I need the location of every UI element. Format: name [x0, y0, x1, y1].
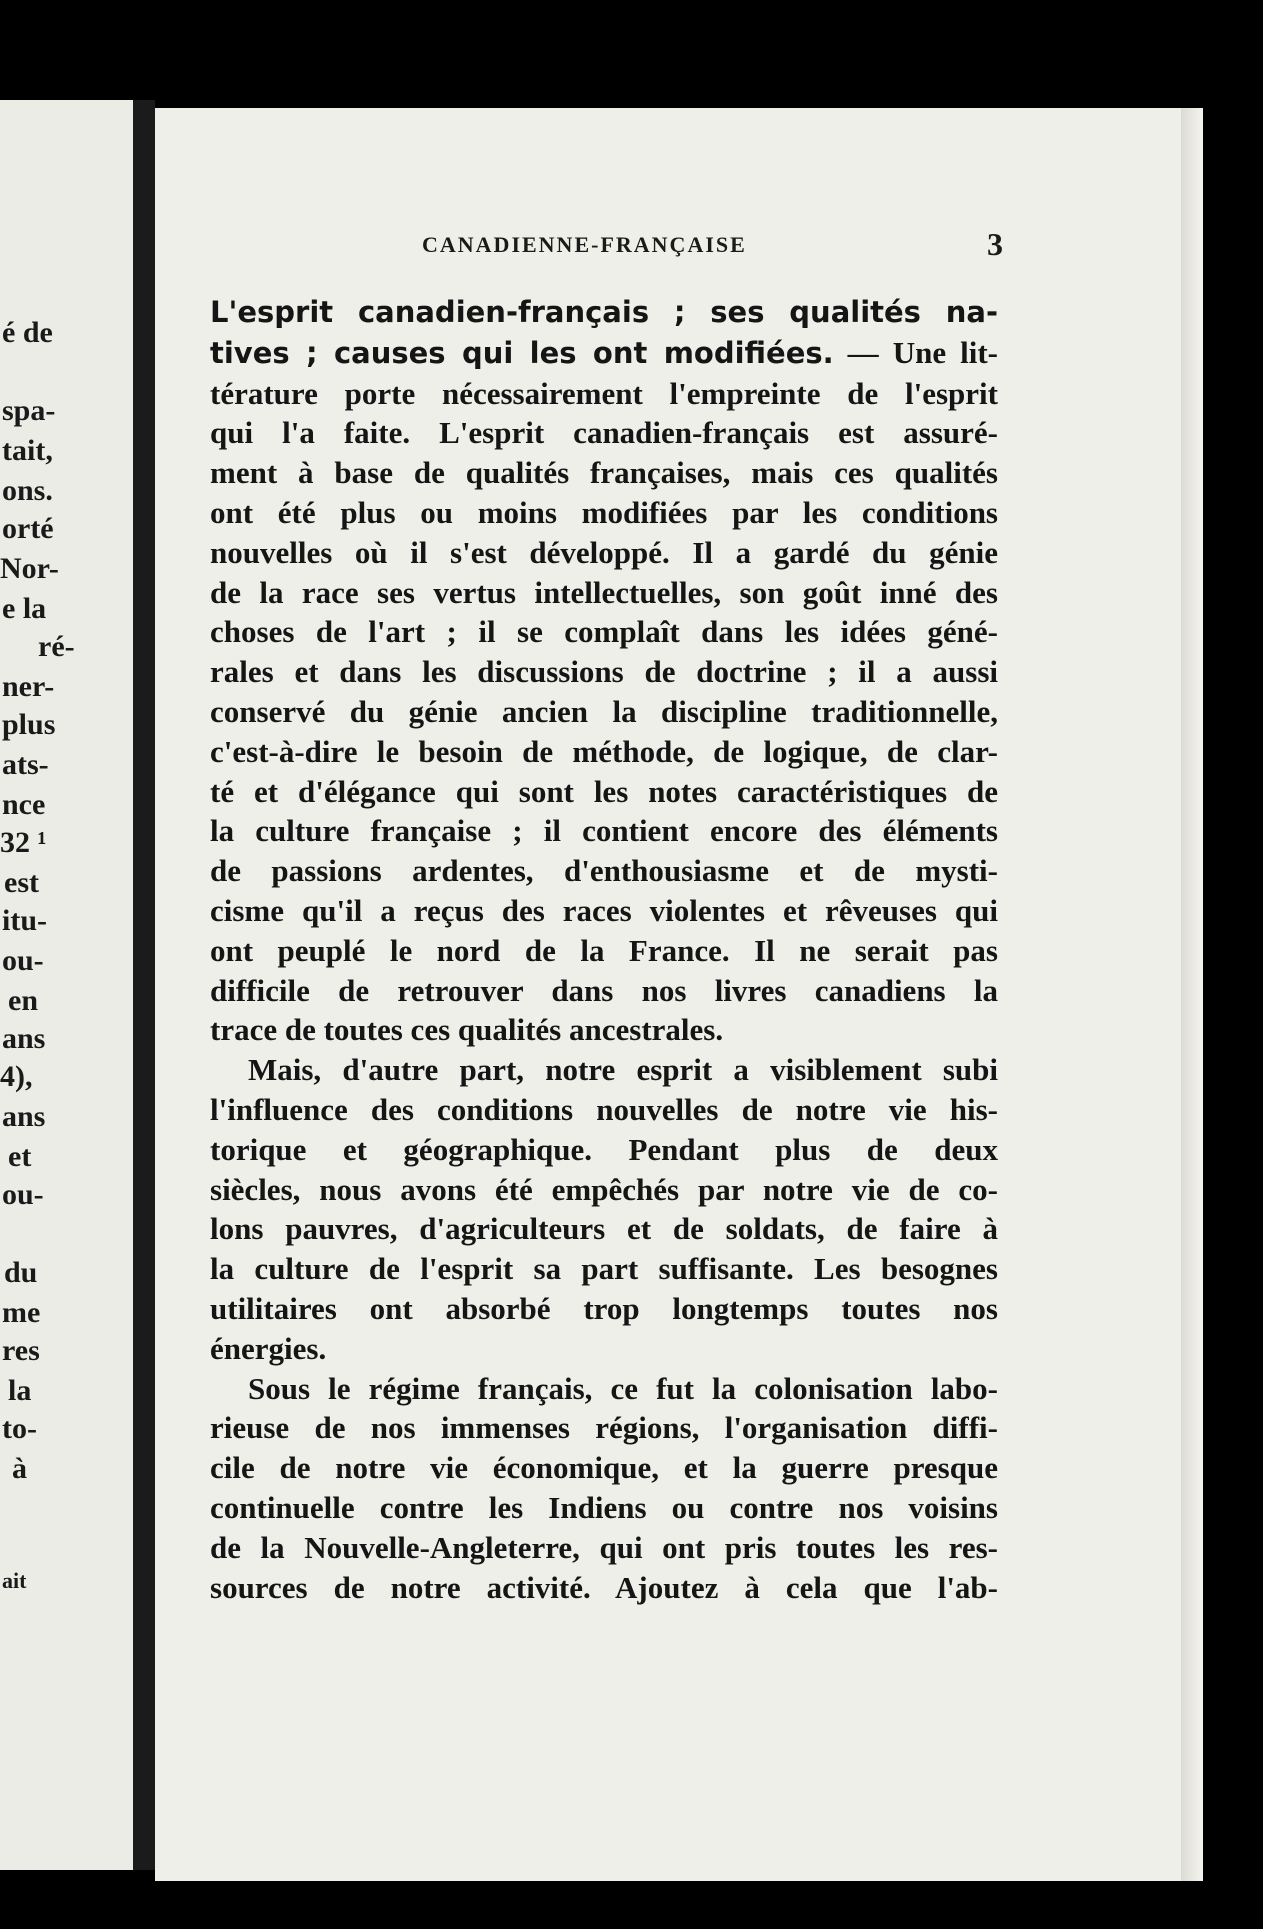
book-spine: [133, 100, 155, 1870]
text-line: torique et géographique. Pendant plus de deux: [210, 1131, 998, 1167]
text-line: difficile de retrouver dans nos livres canadiens la: [210, 972, 998, 1008]
text-line: Mais, d'autre part, notre esprit a visiblement subi: [248, 1052, 998, 1088]
text-line: de la race ses vertus intellectuelles, son goût inné des: [210, 574, 998, 610]
heading-text: L'esprit canadien-français ; ses qualités na-: [210, 295, 998, 329]
heading-text: tives ; causes qui les ont modifiées.: [210, 335, 834, 370]
left-page-fragment: res: [2, 1334, 40, 1367]
left-page-fragment: nce: [2, 788, 46, 821]
left-page-fragment: me: [2, 1296, 41, 1329]
text-line: c'est-à-dire le besoin de méthode, de logique, de clar-: [210, 733, 998, 769]
text-line: rieuse de nos immenses régions, l'organisation diffi-: [210, 1410, 998, 1446]
left-page-fragment: itu-: [2, 904, 47, 937]
page-edge: [1181, 108, 1203, 1881]
left-page-fragment: 32 ¹: [0, 826, 47, 859]
text-line: choses de l'art ; il se complaît dans les idées géné-: [210, 614, 998, 650]
left-page: [0, 100, 133, 1870]
left-page-fragment: ou-: [2, 944, 44, 977]
left-page-fragment: plus: [2, 708, 56, 741]
text-line: ont été plus ou moins modifiées par les conditions: [210, 494, 998, 530]
text-line: Sous le régime français, ce fut la colonisation labo-: [248, 1370, 998, 1406]
running-head: [155, 226, 1185, 272]
left-page-fragment: du: [4, 1256, 38, 1289]
text-line: rales et dans les discussions de doctrine ; il a aussi: [210, 654, 998, 690]
left-page-fragment: tait,: [2, 434, 53, 467]
text-line: trace de toutes ces qualités ancestrales.: [210, 1012, 724, 1048]
left-page-fragment: la: [8, 1374, 32, 1407]
text-line: sources de notre activité. Ajoutez à cela que l'ab-: [210, 1569, 998, 1605]
left-page-fragment: e la: [2, 592, 47, 625]
left-page-fragment: ner-: [2, 670, 55, 703]
left-page-fragment: ats-: [2, 748, 49, 781]
left-page-fragment: to-: [2, 1412, 37, 1445]
text-line: ont peuplé le nord de la France. Il ne serait pas: [210, 932, 998, 968]
text-fragment: — Une lit-: [833, 334, 998, 370]
left-page-fragment: ré-: [38, 630, 75, 663]
text-line: l'influence des conditions nouvelles de notre vie his-: [210, 1091, 998, 1127]
left-page-fragment: spa-: [2, 394, 56, 427]
text-line: cile de notre vie économique, et la guerre presque: [210, 1450, 998, 1486]
text-line: conservé du génie ancien la discipline traditionnelle,: [210, 693, 998, 729]
left-page-fragment: 4),: [0, 1060, 33, 1093]
text-line: énergies.: [210, 1330, 327, 1366]
body-text: [210, 292, 998, 1607]
text-line: continuelle contre les Indiens ou contre nos voisins: [210, 1489, 998, 1525]
left-page-fragment: é de: [2, 316, 53, 349]
left-page-fragment: ans: [2, 1100, 46, 1133]
text-line: de passions ardentes, d'enthousiasme et de mysti-: [210, 853, 998, 889]
text-line: [210, 333, 998, 374]
text-line: lons pauvres, d'agriculteurs et de soldats, de faire à: [210, 1211, 998, 1247]
left-page-fragment: ons.: [2, 474, 53, 507]
left-page-fragment: à: [12, 1452, 27, 1485]
left-page-fragment: et: [8, 1140, 32, 1173]
text-line: térature porte nécessairement l'empreinte de l'esprit: [210, 375, 998, 411]
section-heading: [210, 292, 998, 333]
left-page-fragment: en: [8, 984, 38, 1017]
left-page-fragment: ait: [2, 1568, 27, 1593]
text-line: qui l'a faite. L'esprit canadien-français est assuré-: [210, 415, 998, 451]
text-line: té et d'élégance qui sont les notes caractéristiques de: [210, 773, 998, 809]
left-page-fragment: ou-: [2, 1178, 44, 1211]
left-page-fragment: Nor-: [0, 552, 59, 585]
left-page-fragment: ans: [2, 1022, 46, 1055]
text-line: nouvelles où il s'est développé. Il a gardé du génie: [210, 534, 998, 570]
text-line: utilitaires ont absorbé trop longtemps toutes nos: [210, 1290, 998, 1326]
text-line: la culture de l'esprit sa part suffisante. Les besognes: [210, 1251, 998, 1287]
text-line: siècles, nous avons été empêchés par notre vie de co-: [210, 1171, 998, 1207]
page-number: 3: [987, 226, 1003, 262]
text-line: cisme qu'il a reçus des races violentes et rêveuses qui: [210, 892, 998, 928]
text-line: la culture française ; il contient encore des éléments: [210, 813, 998, 849]
text-line: de la Nouvelle-Angleterre, qui ont pris toutes les res-: [210, 1529, 998, 1565]
left-page-fragment: orté: [2, 512, 54, 545]
left-page-fragment: est: [4, 866, 39, 899]
text-line: ment à base de qualités françaises, mais ces qualités: [210, 455, 998, 491]
running-title: CANADIENNE-FRANÇAISE: [422, 232, 747, 257]
